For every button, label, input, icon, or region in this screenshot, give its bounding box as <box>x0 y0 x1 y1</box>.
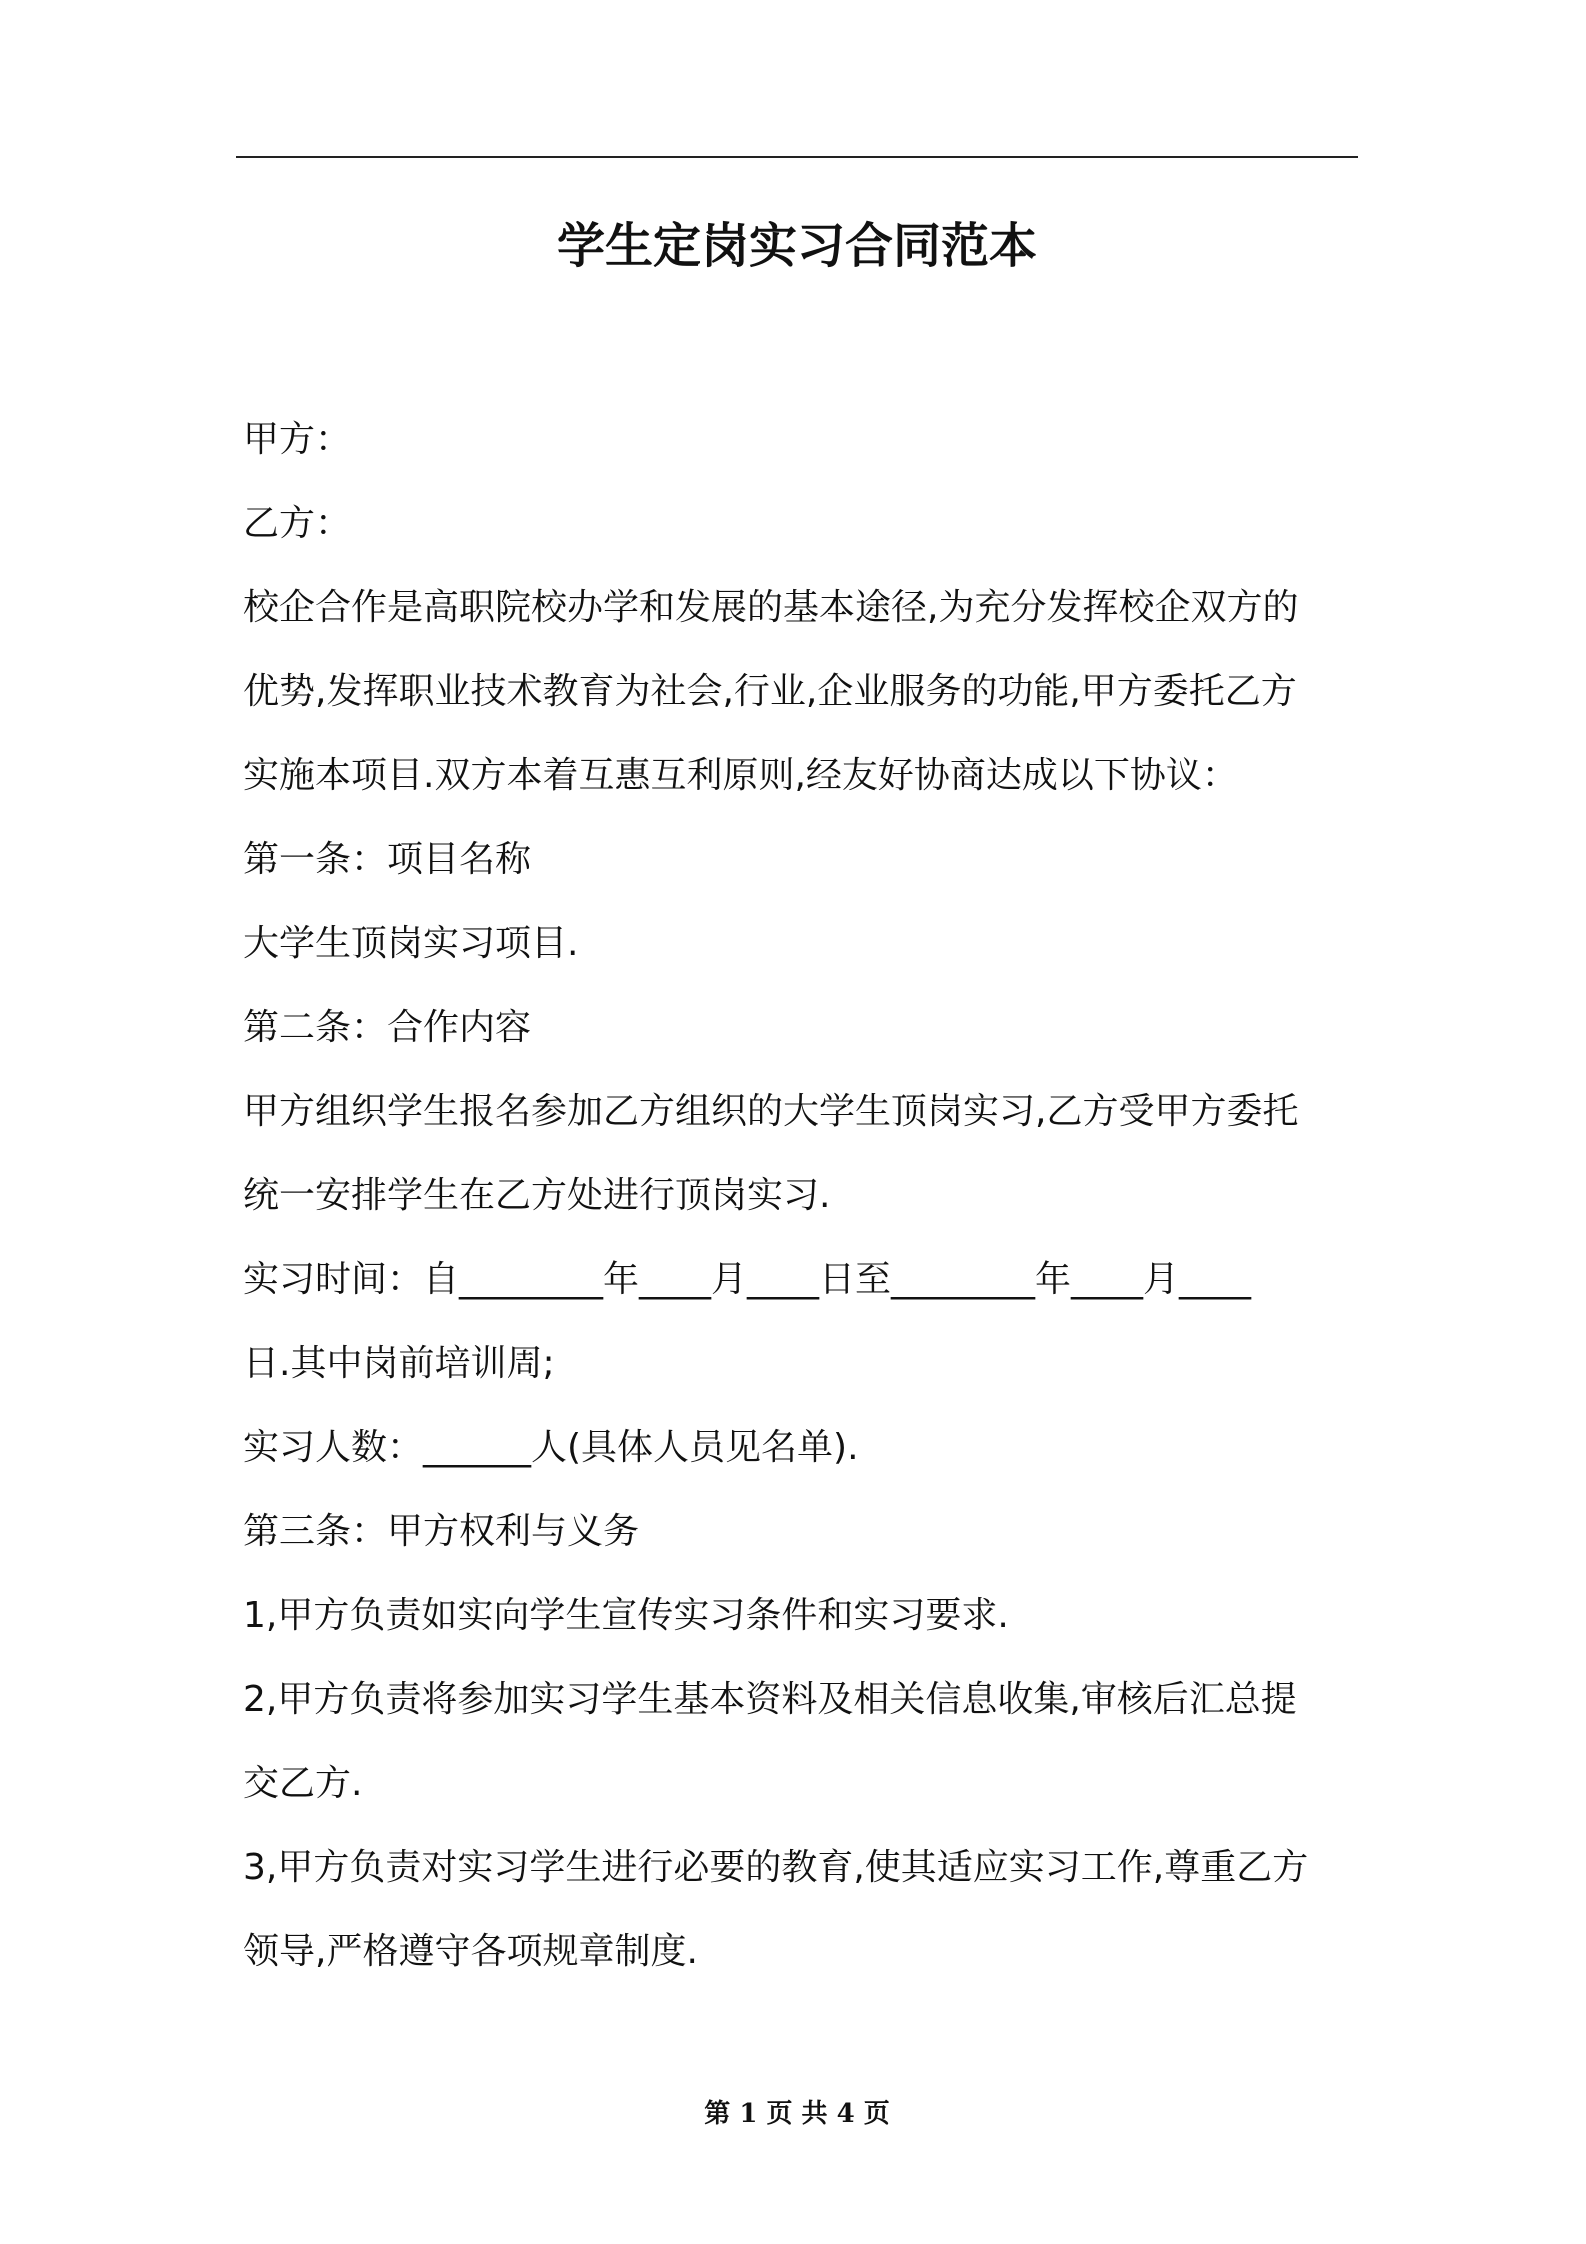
clause-line: 2,甲方负责将参加实习学生基本资料及相关信息收集,审核后汇总提 <box>243 1679 1297 1720</box>
internship-period-line: 实习时间：自________年____月____日至________年____月____ <box>243 1259 1252 1300</box>
clause-line: 交乙方. <box>243 1763 363 1804</box>
clause-line: 领导,严格遵守各项规章制度. <box>243 1931 698 1972</box>
header-rule <box>236 156 1358 158</box>
article-heading: 第二条：合作内容 <box>243 1007 532 1048</box>
document-title: 学生定岗实习合同范本 <box>556 218 1037 274</box>
document-body <box>243 398 1361 1994</box>
paragraph-line: 日.其中岗前培训周; <box>243 1343 555 1384</box>
paragraph-line: 甲方组织学生报名参加乙方组织的大学生顶岗实习,乙方受甲方委托 <box>243 1091 1299 1132</box>
clause-line: 1,甲方负责如实向学生宣传实习条件和实习要求. <box>243 1595 1009 1636</box>
party-a-line: 甲方： <box>243 419 352 460</box>
intro-line: 校企合作是高职院校办学和发展的基本途径,为充分发挥校企双方的 <box>243 587 1299 628</box>
clause-line: 3,甲方负责对实习学生进行必要的教育,使其适应实习工作,尊重乙方 <box>243 1847 1309 1888</box>
party-b-line: 乙方： <box>243 503 352 544</box>
article-heading: 第三条：甲方权利与义务 <box>243 1511 640 1552</box>
intro-line: 优势,发挥职业技术教育为社会,行业,企业服务的功能,甲方委托乙方 <box>243 671 1297 712</box>
paragraph-line: 大学生顶岗实习项目. <box>243 923 579 964</box>
page-number: 第 1 页 共 4 页 <box>704 2099 890 2129</box>
article-heading: 第一条：项目名称 <box>243 839 532 880</box>
paragraph-line: 统一安排学生在乙方处进行顶岗实习. <box>243 1175 831 1216</box>
intern-count-line: 实习人数：______人(具体人员见名单). <box>243 1427 859 1468</box>
intro-line: 实施本项目.双方本着互惠互利原则,经友好协商达成以下协议： <box>243 755 1238 796</box>
